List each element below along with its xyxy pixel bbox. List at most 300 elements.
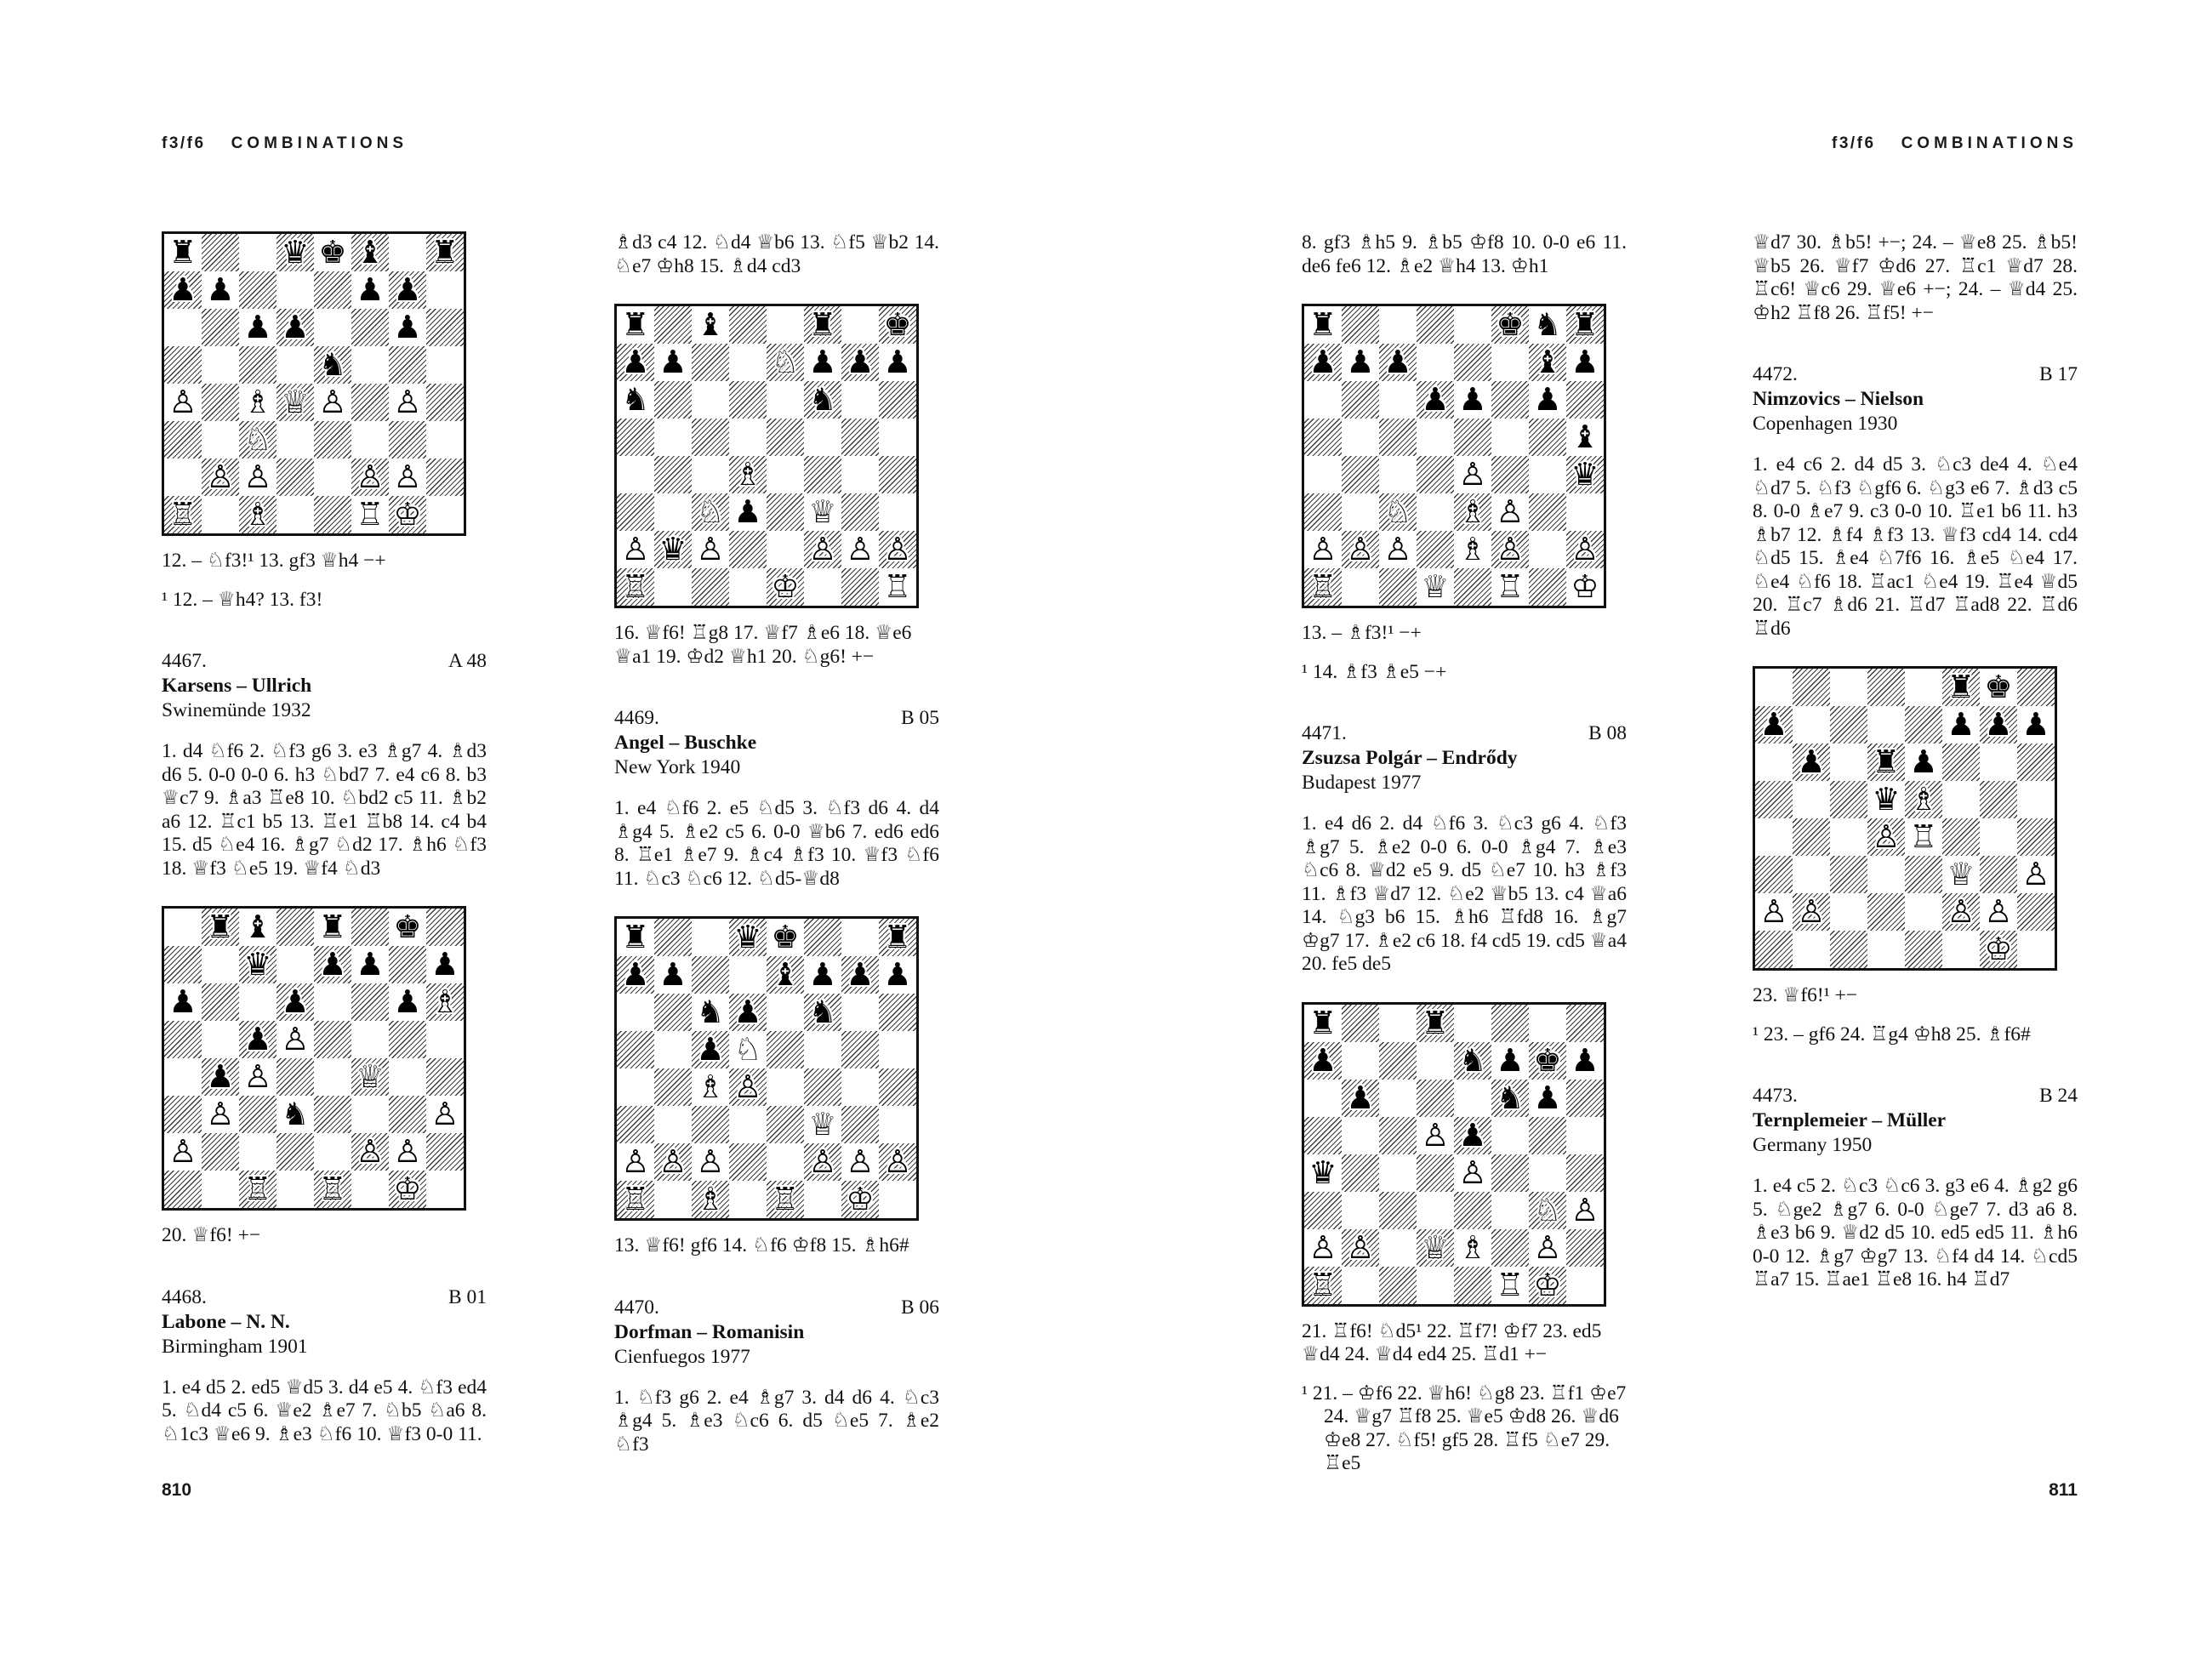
eco-code: B 01 (448, 1285, 487, 1308)
board-square (1755, 931, 1793, 968)
board-square (202, 1096, 239, 1133)
board-square (692, 568, 729, 606)
piece-black-knight: ♞ (1533, 306, 1562, 343)
board-square (767, 456, 804, 493)
board-square (1454, 568, 1491, 606)
board-square (767, 1068, 804, 1106)
piece-black-bishop: ♝ (1571, 419, 1599, 455)
piece-white-knight: ♘ (733, 1031, 762, 1068)
board-square (351, 1133, 389, 1171)
board-square (1867, 744, 1905, 781)
board-square (314, 271, 351, 309)
board-square (1417, 381, 1454, 419)
game-number: 4468. (162, 1285, 207, 1308)
page-number-left: 810 (162, 1480, 192, 1500)
piece-white-pawn: ♙ (168, 384, 197, 420)
board-square (1304, 1154, 1342, 1192)
piece-black-king: ♚ (883, 306, 912, 343)
board-square (276, 384, 314, 421)
piece-black-knight: ♞ (318, 346, 347, 383)
board-square (1379, 1005, 1417, 1042)
board-square (1454, 1192, 1491, 1229)
game-number: 4471. (1302, 722, 1347, 744)
piece-black-rook: ♜ (318, 909, 347, 945)
game-number-row (162, 649, 487, 674)
piece-black-king: ♚ (1496, 306, 1525, 343)
eco-code: B 06 (900, 1296, 939, 1319)
board-square (767, 419, 804, 456)
piece-white-bishop: ♗ (1458, 531, 1487, 567)
board-square (729, 1031, 767, 1068)
board-square (426, 1171, 464, 1208)
board-square (164, 346, 202, 384)
board-square (1342, 568, 1379, 606)
chess-diagram (1302, 1002, 1627, 1307)
board-square (426, 346, 464, 384)
board-square (1342, 1042, 1379, 1080)
board-square (617, 1068, 654, 1106)
board-square (1379, 456, 1417, 493)
board-square (617, 419, 654, 456)
board-square (1867, 781, 1905, 818)
piece-white-pawn: ♙ (1496, 493, 1525, 530)
board-square (314, 1171, 351, 1208)
diagram-caption: 20. ♕f6! +− (162, 1224, 261, 1246)
board-square (351, 1096, 389, 1133)
board-square (767, 568, 804, 606)
board-square (1755, 856, 1793, 893)
board-square (1379, 1154, 1417, 1192)
game-header (614, 706, 939, 780)
board-square (1379, 306, 1417, 344)
board-square (202, 946, 239, 983)
board-square (841, 1181, 879, 1218)
board-square (729, 531, 767, 568)
piece-white-king: ♔ (393, 1171, 422, 1207)
board-square (841, 1143, 879, 1181)
board-square (1454, 1229, 1491, 1267)
piece-black-rook: ♜ (621, 306, 650, 343)
board-square (617, 956, 654, 994)
piece-white-rook: ♖ (1909, 818, 1938, 855)
piece-black-pawn: ♟ (1533, 381, 1562, 418)
board-square (729, 344, 767, 381)
chess-board (1302, 1002, 1606, 1307)
piece-white-king: ♔ (1984, 931, 2013, 967)
board-square (804, 344, 841, 381)
piece-white-pawn: ♙ (1346, 1228, 1375, 1266)
chess-diagram (162, 906, 487, 1211)
board-square (1491, 1154, 1529, 1192)
board-square (1491, 1042, 1529, 1080)
board-square (314, 309, 351, 346)
piece-black-queen: ♛ (1872, 781, 1901, 818)
board-square (1379, 1042, 1417, 1080)
board-square (804, 306, 841, 344)
piece-white-bishop: ♗ (696, 1068, 725, 1105)
board-square (1454, 381, 1491, 419)
board-square (617, 919, 654, 956)
board-square (1529, 381, 1566, 419)
board-square (239, 946, 276, 983)
board-square (879, 956, 916, 994)
board-square (1529, 344, 1566, 381)
board-square (729, 1068, 767, 1106)
piece-white-pawn: ♙ (356, 459, 385, 495)
board-square (351, 459, 389, 496)
chess-diagram (614, 916, 939, 1221)
diagram-caption: 23. ♕f6!¹ +− (1753, 984, 1858, 1006)
board-square (804, 1068, 841, 1106)
piece-white-rook: ♖ (771, 1181, 800, 1217)
piece-white-pawn: ♙ (168, 1133, 197, 1170)
board-square (164, 946, 202, 983)
board-square (692, 1068, 729, 1106)
board-square (202, 421, 239, 459)
board-square (692, 381, 729, 419)
piece-black-queen: ♛ (658, 531, 687, 567)
piece-white-bishop: ♗ (430, 983, 459, 1020)
board-square (879, 1068, 916, 1106)
text-column-2 (614, 231, 939, 1456)
board-square (1417, 1192, 1454, 1229)
board-square (804, 531, 841, 568)
board-square (276, 1096, 314, 1133)
board-square (202, 1021, 239, 1058)
piece-white-pawn: ♙ (621, 531, 650, 567)
board-square (1417, 344, 1454, 381)
board-square (389, 1058, 426, 1096)
board-square (389, 946, 426, 983)
board-square (1980, 781, 2017, 818)
board-square (351, 1058, 389, 1096)
board-square (729, 919, 767, 956)
board-square (804, 381, 841, 419)
piece-white-knight: ♘ (1383, 493, 1412, 530)
board-square (164, 384, 202, 421)
piece-white-pawn: ♙ (696, 531, 725, 567)
board-square (389, 1021, 426, 1058)
board-square (314, 1021, 351, 1058)
board-square (1529, 1117, 1566, 1154)
piece-white-pawn: ♙ (206, 459, 235, 495)
board-square (1755, 818, 1793, 856)
board-square (767, 956, 804, 994)
board-square (879, 1181, 916, 1218)
piece-white-rook: ♖ (168, 496, 197, 533)
board-square (1491, 1192, 1529, 1229)
board-square (729, 568, 767, 606)
board-square (351, 421, 389, 459)
board-square (692, 956, 729, 994)
piece-white-pawn: ♙ (1797, 893, 1826, 930)
board-square (1529, 419, 1566, 456)
piece-black-pawn: ♟ (621, 956, 650, 993)
piece-black-knight: ♞ (281, 1096, 310, 1132)
board-square (276, 1021, 314, 1058)
board-square (1379, 568, 1417, 606)
eco-code: A 48 (448, 650, 487, 672)
board-square (654, 1181, 692, 1218)
board-square (654, 1106, 692, 1143)
board-square (767, 1031, 804, 1068)
footnote-text: ¹ 12. – ♕h4? 13. f3! (162, 588, 323, 611)
board-square (1417, 493, 1454, 531)
board-square (1980, 856, 2017, 893)
board-square (1830, 893, 1867, 931)
board-square (351, 1021, 389, 1058)
board-square (617, 994, 654, 1031)
chapter-title: COMBINATIONS (231, 134, 408, 152)
board-square (1342, 1005, 1379, 1042)
board-square (654, 419, 692, 456)
board-square (239, 421, 276, 459)
piece-white-pawn: ♙ (1458, 1154, 1487, 1191)
board-square (879, 994, 916, 1031)
board-square (767, 1106, 804, 1143)
board-square (1755, 893, 1793, 931)
board-square (1942, 781, 1980, 818)
board-square (2017, 856, 2055, 893)
piece-white-pawn: ♙ (1346, 531, 1375, 567)
piece-black-knight: ♞ (808, 994, 837, 1030)
board-square (1942, 818, 1980, 856)
board-square (389, 1133, 426, 1171)
board-square (1491, 344, 1529, 381)
piece-white-pawn: ♙ (621, 1143, 650, 1180)
board-square (1342, 1080, 1379, 1117)
venue-year: Germany 1950 (1753, 1134, 1873, 1156)
board-square (617, 493, 654, 531)
diagram-caption: 13. – ♗f3!¹ −+ (1302, 622, 1422, 644)
board-square (1304, 531, 1342, 568)
board-square (164, 421, 202, 459)
eco-code: B 05 (900, 707, 939, 729)
players-names: Angel – Buschke (614, 732, 757, 754)
board-square (1529, 493, 1566, 531)
piece-white-pawn: ♙ (1984, 893, 2013, 930)
piece-white-queen: ♕ (1421, 568, 1450, 605)
piece-white-bishop: ♗ (1909, 781, 1938, 818)
board-square (1529, 568, 1566, 606)
board-square (1454, 344, 1491, 381)
board-square (841, 919, 879, 956)
board-square (1830, 931, 1867, 968)
players-names: Karsens – Ullrich (162, 675, 312, 697)
diagram-caption: 12. – ♘f3!¹ 13. gf3 ♕h4 −+ (162, 550, 386, 572)
board-square (239, 234, 276, 271)
board-square (729, 956, 767, 994)
game-header (614, 1296, 939, 1370)
piece-black-knight: ♞ (621, 381, 650, 418)
board-square (804, 568, 841, 606)
board-square (164, 909, 202, 946)
board-square (351, 909, 389, 946)
board-square (1342, 381, 1379, 419)
board-square (202, 271, 239, 309)
piece-white-knight: ♘ (696, 493, 725, 530)
game-number: 4469. (614, 707, 659, 729)
board-square (1417, 456, 1454, 493)
chess-diagram (614, 304, 939, 608)
game-number-row (614, 1296, 939, 1320)
board-square (767, 1181, 804, 1218)
board-square (617, 568, 654, 606)
board-square (654, 381, 692, 419)
moves-text: 8. gf3 ♗h5 9. ♗b5 ♔f8 10. 0-0 e6 11. de6 fe6 12. ♗e2 ♕h4 13. ♔h1 (1302, 231, 1627, 277)
board-square (1454, 456, 1491, 493)
board-square (1566, 531, 1604, 568)
board-square (1454, 1080, 1491, 1117)
board-square (729, 994, 767, 1031)
piece-white-pawn: ♙ (1308, 531, 1337, 567)
board-square (1342, 1267, 1379, 1304)
board-square (879, 344, 916, 381)
board-square (841, 568, 879, 606)
board-square (276, 1171, 314, 1208)
board-square (804, 994, 841, 1031)
board-square (729, 456, 767, 493)
piece-black-pawn: ♟ (1346, 344, 1375, 380)
board-square (1379, 531, 1417, 568)
board-square (692, 531, 729, 568)
board-square (351, 234, 389, 271)
piece-black-pawn: ♟ (168, 983, 197, 1020)
board-square (164, 459, 202, 496)
piece-black-king: ♚ (771, 919, 800, 955)
board-square (389, 1096, 426, 1133)
board-square (351, 271, 389, 309)
board-square (1529, 1267, 1566, 1304)
board-square (1304, 493, 1342, 531)
piece-black-pawn: ♟ (168, 271, 197, 308)
chess-diagram (162, 231, 487, 536)
piece-black-knight: ♞ (1458, 1041, 1487, 1079)
piece-white-pawn: ♙ (883, 531, 912, 567)
board-square (239, 346, 276, 384)
board-square (1417, 1267, 1454, 1304)
board-square (654, 919, 692, 956)
board-square (1304, 1042, 1342, 1080)
board-square (1454, 1154, 1491, 1192)
board-square (239, 271, 276, 309)
piece-black-rook: ♜ (808, 306, 837, 343)
board-square (389, 1171, 426, 1208)
board-square (1905, 856, 1942, 893)
piece-white-knight: ♘ (771, 344, 800, 380)
piece-black-king: ♚ (1533, 1041, 1562, 1079)
board-square (1793, 856, 1830, 893)
board-square (426, 384, 464, 421)
piece-black-knight: ♞ (1496, 1079, 1525, 1116)
board-square (202, 384, 239, 421)
board-square (1830, 669, 1867, 706)
piece-white-king: ♔ (1533, 1266, 1562, 1303)
board-square (314, 1096, 351, 1133)
board-square (1942, 744, 1980, 781)
board-square (1454, 1005, 1491, 1042)
board-square (1793, 818, 1830, 856)
running-head-left (162, 134, 408, 153)
board-square (654, 306, 692, 344)
board-square (1980, 744, 2017, 781)
piece-white-pawn: ♙ (318, 384, 347, 420)
piece-white-queen: ♕ (281, 384, 310, 420)
board-square (202, 1058, 239, 1096)
board-square (654, 1031, 692, 1068)
board-square (617, 1106, 654, 1143)
board-square (879, 1106, 916, 1143)
board-square (1417, 419, 1454, 456)
board-square (202, 459, 239, 496)
board-square (351, 496, 389, 533)
board-square (1980, 893, 2017, 931)
board-square (692, 456, 729, 493)
board-square (1830, 744, 1867, 781)
board-square (426, 1133, 464, 1171)
board-square (879, 493, 916, 531)
game-number: 4473. (1753, 1085, 1798, 1107)
piece-black-pawn: ♟ (393, 983, 422, 1020)
piece-white-pawn: ♙ (1759, 893, 1788, 930)
piece-white-pawn: ♙ (1533, 1228, 1562, 1266)
piece-black-pawn: ♟ (883, 956, 912, 993)
board-square (1304, 1005, 1342, 1042)
piece-white-pawn: ♙ (393, 459, 422, 495)
piece-white-pawn: ♙ (243, 1058, 272, 1095)
board-square (351, 384, 389, 421)
piece-black-pawn: ♟ (1909, 744, 1938, 780)
board-square (841, 1068, 879, 1106)
board-square (314, 384, 351, 421)
board-square (1566, 1192, 1604, 1229)
moves-text: 1. e4 ♘f6 2. e5 ♘d5 3. ♘f3 d6 4. d4 ♗g4 5. ♗e2 c5 6. 0-0 ♕b6 7. ed6 ed6 8. ♖e1 ♗e7 9. ♗c4 ♗f3 10. ♕f3 ♘f6 11. ♘c3 ♘c6 12. ♘d5-♕d8 (614, 797, 939, 890)
piece-black-king: ♚ (393, 909, 422, 945)
board-square (767, 919, 804, 956)
board-square (426, 909, 464, 946)
board-square (314, 1058, 351, 1096)
chess-board (1753, 666, 2057, 971)
venue-year: Copenhagen 1930 (1753, 413, 1898, 435)
piece-black-pawn: ♟ (356, 271, 385, 308)
board-square (276, 983, 314, 1021)
board-square (841, 381, 879, 419)
board-square (1529, 1080, 1566, 1117)
piece-black-queen: ♛ (243, 946, 272, 983)
board-square (314, 909, 351, 946)
board-square (426, 234, 464, 271)
board-square (1417, 1042, 1454, 1080)
piece-black-pawn: ♟ (846, 956, 875, 993)
board-square (1417, 568, 1454, 606)
board-square (654, 344, 692, 381)
board-square (1379, 1267, 1417, 1304)
board-square (1379, 1229, 1417, 1267)
board-square (879, 419, 916, 456)
piece-black-queen: ♛ (733, 919, 762, 955)
board-square (617, 344, 654, 381)
piece-black-rook: ♜ (1421, 1004, 1450, 1041)
board-square (1566, 419, 1604, 456)
piece-black-pawn: ♟ (318, 946, 347, 983)
piece-black-knight: ♞ (808, 381, 837, 418)
piece-black-rook: ♜ (883, 919, 912, 955)
board-square (1867, 706, 1905, 744)
diagram-caption: 16. ♕f6! ♖g8 17. ♕f7 ♗e6 18. ♕e6 ♕a1 19. ♔d2 ♕h1 20. ♘g6! +− (614, 622, 912, 668)
board-square (1454, 493, 1491, 531)
board-square (2017, 931, 2055, 968)
moves-text: 1. ♘f3 g6 2. e4 ♗g7 3. d4 d6 4. ♘c3 ♗g4 5. ♗e3 ♘c6 6. d5 ♘e5 7. ♗e2 ♘f3 (614, 1386, 939, 1456)
